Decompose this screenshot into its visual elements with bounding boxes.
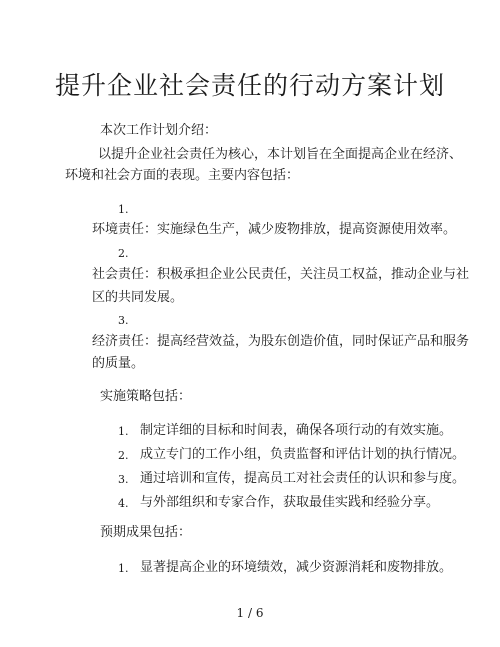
- intro-line-1: 以提升企业社会责任为核心，本计划旨在全面提高企业在经济、: [98, 147, 463, 162]
- item-text: 经济责任：提高经营效益，为股东创造价值，同时保证产品和服务: [92, 334, 470, 349]
- item-number: 2.: [118, 247, 129, 260]
- strategy-text: 与外部组织和专家合作，获取最佳实践和经验分享。: [140, 495, 440, 510]
- strategy-text: 成立专门的工作小组，负责监督和评估计划的执行情况。: [140, 447, 466, 462]
- item-text: 环境责任：实施绿色生产，减少废物排放，提高资源使用效率。: [92, 222, 457, 237]
- intro-heading: 本次工作计划介绍：: [100, 123, 218, 138]
- document-title: 提升企业社会责任的行动方案计划: [54, 71, 445, 100]
- intro-line-2: 环境和社会方面的表现。主要内容包括：: [65, 168, 300, 183]
- strategy-number: 3.: [118, 473, 129, 486]
- outcome-text: 显著提高企业的环境绩效，减少资源消耗和废物排放。: [140, 560, 453, 575]
- strategy-number: 2.: [118, 449, 129, 462]
- strategy-text: 通过培训和宣传，提高员工对社会责任的认识和参与度。: [140, 471, 466, 486]
- strategy-heading: 实施策略包括：: [100, 389, 192, 404]
- item-number: 1.: [118, 203, 129, 216]
- item-number: 3.: [118, 314, 129, 327]
- item-text: 区的共同发展。: [92, 290, 184, 305]
- page-indicator: 1 / 6: [236, 606, 264, 620]
- item-text: 社会责任：积极承担企业公民责任，关注员工权益，推动企业与社: [92, 267, 470, 282]
- outcome-number: 1.: [118, 562, 129, 575]
- strategy-number: 1.: [118, 425, 129, 438]
- strategy-text: 制定详细的目标和时间表，确保各项行动的有效实施。: [140, 423, 453, 438]
- outcomes-heading: 预期成果包括：: [100, 525, 192, 540]
- item-text: 的质量。: [92, 356, 145, 371]
- strategy-number: 4.: [118, 497, 129, 510]
